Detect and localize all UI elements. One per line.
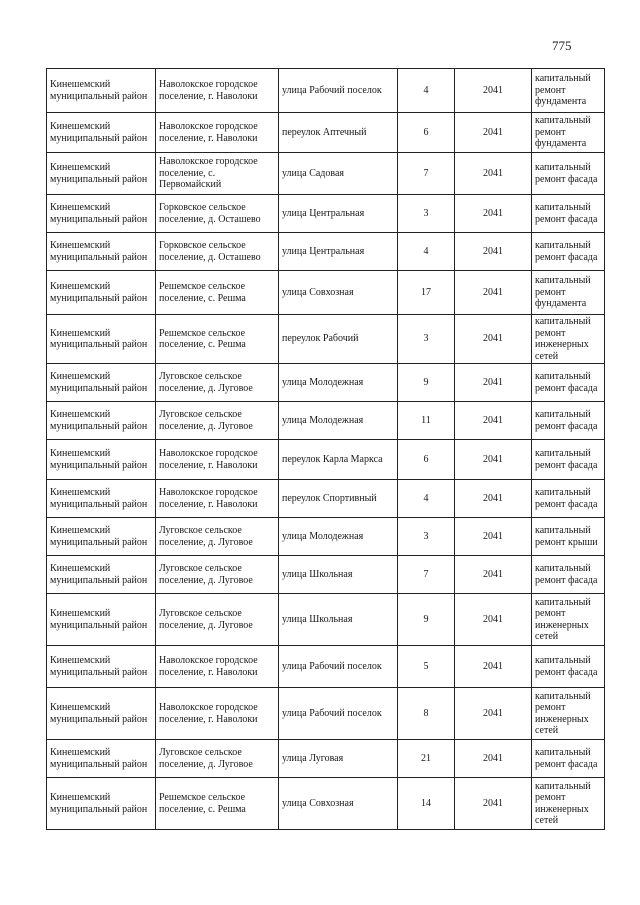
table-row xyxy=(47,646,605,688)
year-cell: 2041 xyxy=(455,740,532,778)
settlement-cell: Решемское сельское поселение, с. Решма xyxy=(156,315,279,364)
table-row xyxy=(47,778,605,830)
street-cell: переулок Карла Маркса xyxy=(279,440,398,480)
table-row xyxy=(47,233,605,271)
settlement-cell: Решемское сельское поселение, с. Решма xyxy=(156,271,279,315)
table-row xyxy=(47,402,605,440)
work-type-cell: капитальный ремонт фасада xyxy=(532,440,605,480)
street-cell: улица Рабочий поселок xyxy=(279,646,398,688)
year-cell: 2041 xyxy=(455,480,532,518)
settlement-cell: Луговское сельское поселение, д. Луговое xyxy=(156,364,279,402)
settlement-cell: Наволокское городское поселение, г. Наволоки xyxy=(156,69,279,113)
street-cell: улица Молодежная xyxy=(279,518,398,556)
year-cell: 2041 xyxy=(455,233,532,271)
street-cell: улица Молодежная xyxy=(279,364,398,402)
year-cell: 2041 xyxy=(455,271,532,315)
table-row xyxy=(47,271,605,315)
district-cell: Кинешемский муниципальный район xyxy=(47,518,156,556)
year-cell: 2041 xyxy=(455,195,532,233)
year-cell: 2041 xyxy=(455,364,532,402)
settlement-cell: Наволокское городское поселение, г. Наволоки xyxy=(156,113,279,153)
work-type-cell: капитальный ремонт фасада xyxy=(532,364,605,402)
table-row xyxy=(47,364,605,402)
street-cell: переулок Спортивный xyxy=(279,480,398,518)
year-cell: 2041 xyxy=(455,646,532,688)
district-cell: Кинешемский муниципальный район xyxy=(47,740,156,778)
settlement-cell: Луговское сельское поселение, д. Луговое xyxy=(156,518,279,556)
table-row xyxy=(47,518,605,556)
district-cell: Кинешемский муниципальный район xyxy=(47,233,156,271)
district-cell: Кинешемский муниципальный район xyxy=(47,195,156,233)
work-type-cell: капитальный ремонт фасада xyxy=(532,233,605,271)
district-cell: Кинешемский муниципальный район xyxy=(47,271,156,315)
table-row xyxy=(47,69,605,113)
house-number-cell: 7 xyxy=(398,153,455,195)
settlement-cell: Решемское сельское поселение, с. Решма xyxy=(156,778,279,830)
house-number-cell: 14 xyxy=(398,778,455,830)
settlement-cell: Горковское сельское поселение, д. Осташево xyxy=(156,195,279,233)
work-type-cell: капитальный ремонт фасада xyxy=(532,740,605,778)
work-type-cell: капитальный ремонт фасада xyxy=(532,153,605,195)
work-type-cell: капитальный ремонт инженерных сетей xyxy=(532,315,605,364)
house-number-cell: 3 xyxy=(398,518,455,556)
year-cell: 2041 xyxy=(455,556,532,594)
table-row xyxy=(47,480,605,518)
settlement-cell: Луговское сельское поселение, д. Луговое xyxy=(156,740,279,778)
year-cell: 2041 xyxy=(455,440,532,480)
house-number-cell: 4 xyxy=(398,233,455,271)
table-row xyxy=(47,594,605,646)
year-cell: 2041 xyxy=(455,688,532,740)
district-cell: Кинешемский муниципальный район xyxy=(47,646,156,688)
street-cell: улица Молодежная xyxy=(279,402,398,440)
district-cell: Кинешемский муниципальный район xyxy=(47,153,156,195)
street-cell: улица Рабочий поселок xyxy=(279,69,398,113)
table-row xyxy=(47,688,605,740)
district-cell: Кинешемский муниципальный район xyxy=(47,556,156,594)
street-cell: улица Школьная xyxy=(279,594,398,646)
street-cell: улица Садовая xyxy=(279,153,398,195)
year-cell: 2041 xyxy=(455,778,532,830)
house-number-cell: 17 xyxy=(398,271,455,315)
house-number-cell: 6 xyxy=(398,440,455,480)
work-type-cell: капитальный ремонт фундамента xyxy=(532,271,605,315)
settlement-cell: Луговское сельское поселение, д. Луговое xyxy=(156,402,279,440)
street-cell: переулок Аптечный xyxy=(279,113,398,153)
district-cell: Кинешемский муниципальный район xyxy=(47,594,156,646)
street-cell: улица Центральная xyxy=(279,233,398,271)
house-number-cell: 8 xyxy=(398,688,455,740)
work-type-cell: капитальный ремонт фасада xyxy=(532,402,605,440)
work-type-cell: капитальный ремонт инженерных сетей xyxy=(532,594,605,646)
work-type-cell: капитальный ремонт фундамента xyxy=(532,69,605,113)
house-number-cell: 6 xyxy=(398,113,455,153)
house-number-cell: 21 xyxy=(398,740,455,778)
work-type-cell: капитальный ремонт фундамента xyxy=(532,113,605,153)
house-number-cell: 4 xyxy=(398,69,455,113)
house-number-cell: 11 xyxy=(398,402,455,440)
house-number-cell: 7 xyxy=(398,556,455,594)
settlement-cell: Наволокское городское поселение, г. Наволоки xyxy=(156,440,279,480)
table-row xyxy=(47,315,605,364)
settlement-cell: Наволокское городское поселение, г. Наволоки xyxy=(156,480,279,518)
year-cell: 2041 xyxy=(455,113,532,153)
district-cell: Кинешемский муниципальный район xyxy=(47,113,156,153)
district-cell: Кинешемский муниципальный район xyxy=(47,440,156,480)
house-number-cell: 4 xyxy=(398,480,455,518)
table-row xyxy=(47,195,605,233)
street-cell: улица Совхозная xyxy=(279,778,398,830)
work-type-cell: капитальный ремонт фасада xyxy=(532,646,605,688)
year-cell: 2041 xyxy=(455,594,532,646)
work-type-cell: капитальный ремонт крыши xyxy=(532,518,605,556)
table-row xyxy=(47,153,605,195)
settlement-cell: Луговское сельское поселение, д. Луговое xyxy=(156,556,279,594)
house-number-cell: 3 xyxy=(398,315,455,364)
housing-repair-table xyxy=(46,68,605,830)
work-type-cell: капитальный ремонт инженерных сетей xyxy=(532,688,605,740)
district-cell: Кинешемский муниципальный район xyxy=(47,364,156,402)
district-cell: Кинешемский муниципальный район xyxy=(47,69,156,113)
work-type-cell: капитальный ремонт фасада xyxy=(532,480,605,518)
house-number-cell: 5 xyxy=(398,646,455,688)
settlement-cell: Горковское сельское поселение, д. Осташево xyxy=(156,233,279,271)
work-type-cell: капитальный ремонт фасада xyxy=(532,195,605,233)
table-row xyxy=(47,556,605,594)
year-cell: 2041 xyxy=(455,69,532,113)
street-cell: улица Школьная xyxy=(279,556,398,594)
settlement-cell: Наволокское городское поселение, с. Первомайский xyxy=(156,153,279,195)
year-cell: 2041 xyxy=(455,315,532,364)
year-cell: 2041 xyxy=(455,153,532,195)
settlement-cell: Луговское сельское поселение, д. Луговое xyxy=(156,594,279,646)
year-cell: 2041 xyxy=(455,402,532,440)
table-row xyxy=(47,740,605,778)
street-cell: улица Совхозная xyxy=(279,271,398,315)
page-number: 775 xyxy=(552,38,572,53)
district-cell: Кинешемский муниципальный район xyxy=(47,480,156,518)
street-cell: улица Центральная xyxy=(279,195,398,233)
district-cell: Кинешемский муниципальный район xyxy=(47,688,156,740)
district-cell: Кинешемский муниципальный район xyxy=(47,778,156,830)
settlement-cell: Наволокское городское поселение, г. Наволоки xyxy=(156,646,279,688)
house-number-cell: 9 xyxy=(398,364,455,402)
house-number-cell: 3 xyxy=(398,195,455,233)
street-cell: улица Луговая xyxy=(279,740,398,778)
street-cell: улица Рабочий поселок xyxy=(279,688,398,740)
work-type-cell: капитальный ремонт фасада xyxy=(532,556,605,594)
table-row xyxy=(47,113,605,153)
table-row xyxy=(47,440,605,480)
settlement-cell: Наволокское городское поселение, г. Наволоки xyxy=(156,688,279,740)
district-cell: Кинешемский муниципальный район xyxy=(47,402,156,440)
table-body xyxy=(47,69,605,830)
work-type-cell: капитальный ремонт инженерных сетей xyxy=(532,778,605,830)
year-cell: 2041 xyxy=(455,518,532,556)
street-cell: переулок Рабочий xyxy=(279,315,398,364)
district-cell: Кинешемский муниципальный район xyxy=(47,315,156,364)
house-number-cell: 9 xyxy=(398,594,455,646)
